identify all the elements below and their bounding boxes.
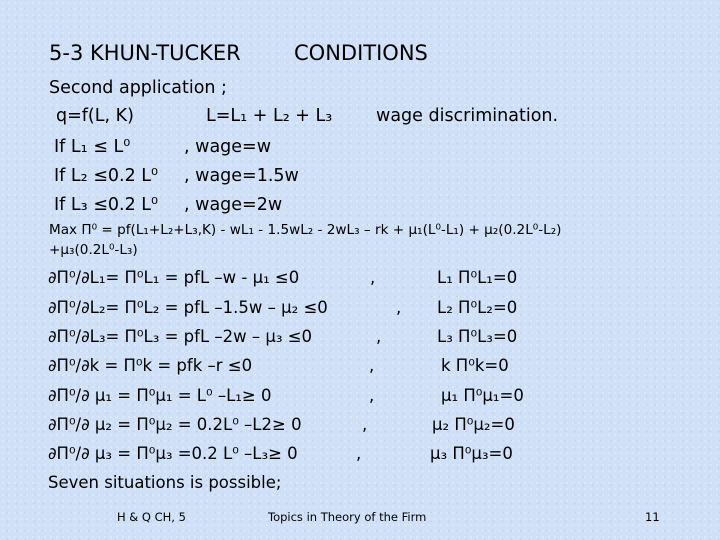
- equation-lhs: ∂Π⁰/∂ μ₂ = Π⁰μ₂ = 0.2L⁰ –L2≥ 0: [48, 415, 302, 434]
- conclusion-text: Seven situations is possible;: [48, 473, 282, 492]
- page-number: 11: [645, 510, 660, 524]
- slide-title-part2: CONDITIONS: [294, 41, 428, 65]
- condition-1-if: If L₁ ≤ L⁰: [54, 137, 131, 157]
- condition-1-wage: , wage=w: [184, 137, 272, 157]
- equation-comma: ,: [369, 386, 375, 405]
- equation-comma: ,: [370, 268, 376, 287]
- equation-lhs: ∂Π⁰/∂L₂= Π⁰L₂ = pfL –1.5w – μ₂ ≤0: [48, 298, 328, 317]
- equation-rhs: μ₃ Π⁰μ₃=0: [430, 444, 513, 463]
- equation-comma: ,: [369, 356, 375, 375]
- footer-chapter: H & Q CH, 5: [117, 510, 186, 524]
- equation-rhs: μ₂ Π⁰μ₂=0: [432, 415, 515, 434]
- condition-3-wage: , wage=2w: [184, 195, 283, 215]
- equation-lhs: ∂Π⁰/∂k = Π⁰k = pfk –r ≤0: [48, 356, 253, 375]
- equation-lhs: ∂Π⁰/∂L₃= Π⁰L₃ = pfL –2w – μ₃ ≤0: [48, 327, 313, 346]
- section-heading: Second application ;: [49, 78, 227, 98]
- footer-course-title: Topics in Theory of the Firm: [268, 510, 427, 524]
- condition-3-if: If L₃ ≤0.2 L⁰: [54, 195, 159, 215]
- equation-rhs: L₁ Π⁰L₁=0: [437, 268, 518, 287]
- equation-rhs: L₃ Π⁰L₃=0: [437, 327, 518, 346]
- production-function: q=f(L, K): [56, 106, 134, 126]
- condition-2-wage: , wage=1.5w: [184, 166, 299, 186]
- equation-rhs: k Π⁰k=0: [441, 356, 509, 375]
- equation-comma: ,: [396, 298, 402, 317]
- equation-rhs: μ₁ Π⁰μ₁=0: [441, 386, 524, 405]
- equation-comma: ,: [356, 444, 362, 463]
- equation-lhs: ∂Π⁰/∂ μ₁ = Π⁰μ₁ = L⁰ –L₁≥ 0: [48, 386, 272, 405]
- max-profit-line-1: Max Π⁰ = pf(L₁+L₂+L₃,K) - wL₁ - 1.5wL₂ - 2wL₃ – rk + μ₁(L⁰-L₁) + μ₂(0.2L⁰-L₂): [49, 222, 562, 238]
- max-profit-line-2: +μ₃(0.2L⁰-L₃): [49, 242, 138, 258]
- equation-lhs: ∂Π⁰/∂L₁= Π⁰L₁ = pfL –w - μ₁ ≤0: [48, 268, 300, 287]
- equation-comma: ,: [362, 415, 368, 434]
- equation-comma: ,: [376, 327, 382, 346]
- equation-rhs: L₂ Π⁰L₂=0: [437, 298, 518, 317]
- condition-2-if: If L₂ ≤0.2 L⁰: [54, 166, 159, 186]
- wage-discrimination-note: wage discrimination.: [376, 106, 559, 126]
- slide-title-part1: 5-3 KHUN-TUCKER: [49, 41, 241, 65]
- labor-sum: L=L₁ + L₂ + L₃: [206, 106, 333, 126]
- equation-lhs: ∂Π⁰/∂ μ₃ = Π⁰μ₃ =0.2 L⁰ –L₃≥ 0: [48, 444, 298, 463]
